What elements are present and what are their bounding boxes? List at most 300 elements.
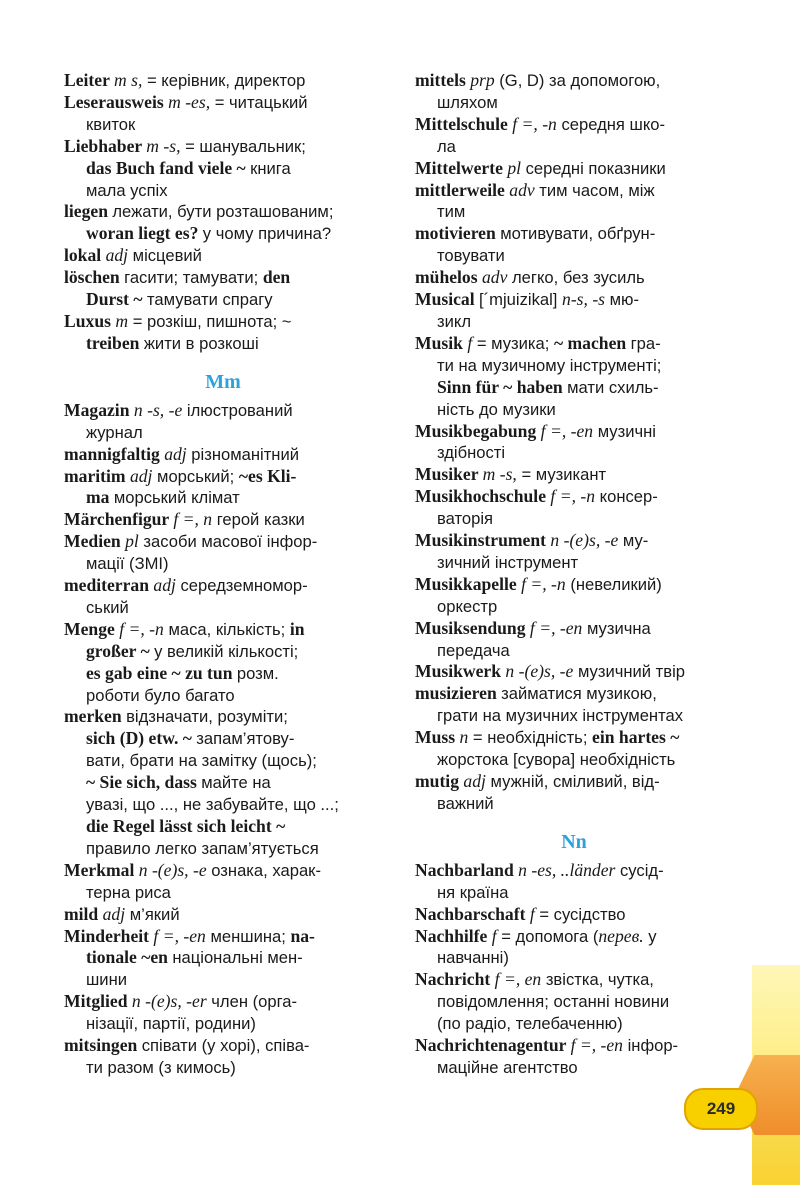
entry-continuation-line <box>64 487 382 509</box>
entry-translation: = музика; <box>472 333 554 353</box>
entry-continuation-line <box>64 1013 382 1035</box>
entry-grammar: f =, n <box>173 509 213 530</box>
entry-translation: музична <box>582 618 651 638</box>
entry-grammar: f =, en <box>494 969 542 990</box>
entry-headword: Musikhochschule <box>415 486 551 507</box>
entry-continuation-line <box>64 728 382 750</box>
entry-headword: ~ machen <box>553 332 631 353</box>
dictionary-entry <box>415 289 733 333</box>
entry-translation: жорстока [сувора] необхідність <box>437 750 676 770</box>
entry-grammar: pl <box>125 531 139 552</box>
entry-translation: гасити; тамувати; <box>124 268 263 288</box>
entry-headword: woran liegt es? <box>86 223 203 244</box>
entry-headword: Märchenfigur <box>64 509 174 530</box>
entry-line <box>64 92 382 114</box>
entry-translation: музичні <box>593 421 656 441</box>
entry-line <box>415 530 733 552</box>
entry-translation: мати схиль- <box>567 377 659 397</box>
entry-translation: ський <box>86 597 129 617</box>
entry-line <box>64 245 382 267</box>
entry-translation: = розкіш, пишнота; ~ <box>128 311 292 331</box>
entry-continuation-line <box>64 333 382 355</box>
dictionary-entry <box>415 333 733 421</box>
entry-headword: Mittelwerte <box>415 157 508 178</box>
entry-grammar: m -es, <box>168 91 211 112</box>
entry-grammar: f =, -n <box>119 618 164 639</box>
dictionary-entry <box>64 860 382 904</box>
entry-continuation-line <box>415 311 733 333</box>
dictionary-entry <box>415 574 733 618</box>
entry-headword: motivieren <box>415 223 501 244</box>
dictionary-entry <box>64 619 382 707</box>
entry-grammar: adj <box>164 443 187 464</box>
entry-headword: Minderheit <box>64 925 154 946</box>
section-heading: Nn <box>561 830 587 853</box>
entry-line <box>64 311 382 333</box>
entry-line <box>415 904 733 926</box>
entry-continuation-line <box>64 882 382 904</box>
dictionary-entry <box>415 860 733 904</box>
entry-headword: ~es Kli- <box>238 465 297 486</box>
entry-headword: mild <box>64 903 103 924</box>
entry-translation: середні показники <box>521 158 666 178</box>
entry-headword: Musical <box>415 289 480 310</box>
entry-translation: ти разом (з кимось) <box>86 1057 236 1077</box>
entry-grammar: adj <box>153 575 176 596</box>
entry-line <box>64 400 382 422</box>
entry-grammar: pl <box>507 157 521 178</box>
entry-headword: Durst ~ <box>86 289 147 310</box>
entry-continuation-line <box>415 136 733 158</box>
entry-headword: Nachricht <box>415 969 495 990</box>
entry-translation: зичний інструмент <box>437 552 579 572</box>
entry-grammar: m <box>115 310 129 331</box>
entry-continuation-line <box>415 399 733 421</box>
entry-headword: Mittelschule <box>415 113 513 134</box>
dictionary-entry <box>64 400 382 444</box>
entry-translation: грати на музичних інструментах <box>437 706 684 726</box>
dictionary-entry <box>415 486 733 530</box>
entry-grammar: n -es, ..länder <box>518 859 616 880</box>
entry-translation: шини <box>86 970 128 990</box>
entry-grammar: f =, -n <box>512 113 557 134</box>
entry-translation: місцевий <box>128 246 202 266</box>
entry-headword: tionale ~en <box>86 947 173 968</box>
entry-continuation-line <box>64 750 382 772</box>
entry-grammar: adv <box>481 267 508 288</box>
entry-continuation-line <box>415 882 733 904</box>
entry-continuation-line <box>64 1057 382 1079</box>
entry-headword: mittlerweile <box>415 179 510 200</box>
dictionary-entry <box>415 926 733 970</box>
entry-headword: mutig <box>415 771 464 791</box>
entry-headword: Luxus <box>64 310 116 331</box>
entry-translation: = сусідство <box>534 904 626 924</box>
dictionary-entry <box>415 683 733 727</box>
entry-line <box>415 618 733 640</box>
entry-translation: ність до музики <box>437 399 556 419</box>
entry-headword: Musiker <box>415 464 483 485</box>
entry-line <box>64 1035 382 1057</box>
entry-translation: мала успіх <box>86 180 168 200</box>
entry-translation: шляхом <box>437 92 498 112</box>
entry-translation: жити в розкоші <box>143 333 259 353</box>
entry-translation: мації (ЗМІ) <box>86 554 169 574</box>
entry-translation: = допомога ( <box>496 926 599 946</box>
entry-grammar: n -s, -e <box>133 399 183 420</box>
entry-headword: liegen <box>64 201 113 222</box>
entry-grammar: f <box>467 332 473 353</box>
entry-translation: правило легко запам’ятується <box>86 838 319 858</box>
entry-headword: maritim <box>64 465 130 486</box>
entry-grammar: adj <box>105 245 129 266</box>
entry-translation: лежати, бути розташованим; <box>112 202 334 222</box>
entry-headword: sich (D) etw. ~ <box>86 728 197 749</box>
entry-headword: Nachrichtenagentur <box>415 1035 571 1056</box>
dictionary-entry <box>64 575 382 619</box>
entry-translation: меншина; <box>205 926 291 946</box>
entry-translation: герой казки <box>212 510 305 530</box>
entry-translation: маса, кількість; <box>163 619 290 639</box>
entry-translation: (невеликий) <box>565 574 662 594</box>
entry-continuation-line <box>415 749 733 771</box>
entry-grammar: f =, -n <box>550 486 596 507</box>
dictionary-entry <box>64 466 382 510</box>
entry-grammar: f =, -en <box>570 1035 623 1056</box>
entry-headword: Merkmal <box>64 859 139 880</box>
entry-translation: журнал <box>86 422 143 442</box>
entry-translation: = читацький <box>210 92 308 112</box>
entry-continuation-line <box>415 442 733 464</box>
entry-translation: (G, D) за допомогою, <box>494 71 661 90</box>
entry-headword: großer ~ <box>86 640 155 661</box>
dictionary-entry <box>415 114 733 158</box>
entry-continuation-line <box>64 114 382 136</box>
entry-headword: mannigfaltig <box>64 443 165 464</box>
entry-translation: тим <box>437 202 466 222</box>
dictionary-entry <box>415 223 733 267</box>
entry-line <box>64 619 382 641</box>
dictionary-entry <box>64 201 382 245</box>
entry-line <box>64 575 382 597</box>
entry-grammar: n -(e)s, -e <box>550 530 619 551</box>
entry-translation: увазі, що ..., не забувайте, що ...; <box>86 795 339 815</box>
entry-continuation-line <box>415 596 733 618</box>
entry-continuation-line <box>415 377 733 399</box>
entry-headword: Nachbarschaft <box>415 903 530 924</box>
entry-line <box>415 727 733 749</box>
entry-grammar: m -s, <box>146 135 181 156</box>
entry-continuation-line <box>415 355 733 377</box>
entry-line <box>415 683 733 705</box>
entry-line <box>64 991 382 1013</box>
entry-line <box>415 771 733 793</box>
entry-translation: оркестр <box>437 596 498 616</box>
dictionary-column-right <box>415 70 733 1079</box>
entry-grammar: f <box>491 925 497 946</box>
entry-translation: мю- <box>605 290 640 310</box>
entry-continuation-line <box>415 1057 733 1079</box>
entry-headword: na- <box>290 925 315 946</box>
entry-line <box>64 444 382 466</box>
entry-translation: = керівник, директор <box>142 71 306 90</box>
entry-line <box>415 661 733 683</box>
entry-headword: Sinn für ~ haben <box>437 376 568 397</box>
entry-translation: морський клімат <box>113 488 240 508</box>
entry-continuation-line <box>64 223 382 245</box>
dictionary-entry <box>415 727 733 771</box>
entry-line <box>64 904 382 926</box>
entry-translation: у чому причина? <box>202 224 332 244</box>
entry-headword: in <box>289 618 305 639</box>
entry-translation: му- <box>618 531 649 551</box>
entry-translation: ілюстрований <box>182 400 293 420</box>
entry-translation: (по радіо, телебаченню) <box>437 1014 623 1034</box>
entry-headword: Medien <box>64 531 126 552</box>
entry-grammar: n -(e)s, -e <box>138 859 207 880</box>
entry-line <box>415 180 733 202</box>
entry-continuation-line <box>415 92 733 114</box>
entry-translation: тамувати спрагу <box>146 290 273 310</box>
entry-continuation-line <box>64 597 382 619</box>
entry-translation: морський; <box>152 466 239 486</box>
entry-translation: роботи було багато <box>86 685 235 705</box>
dictionary-entry <box>64 444 382 466</box>
entry-translation: майте на <box>201 773 271 793</box>
dictionary-entry <box>64 245 382 267</box>
entry-line <box>64 531 382 553</box>
entry-headword: die Regel lässt sich leicht ~ <box>86 816 286 836</box>
dictionary-entry <box>415 618 733 662</box>
entry-grammar: перев. <box>598 925 644 946</box>
entry-translation: мужній, сміливий, від- <box>485 772 660 791</box>
entry-grammar: n <box>459 727 469 748</box>
entry-translation: національні мен- <box>172 948 303 968</box>
dictionary-entry <box>64 926 382 992</box>
entry-translation: консер- <box>595 487 658 507</box>
dictionary-entry <box>64 706 382 859</box>
entry-grammar: adj <box>129 465 153 486</box>
entry-line <box>415 158 733 180</box>
entry-translation: ла <box>437 136 456 156</box>
entry-headword: mediterran <box>64 575 154 596</box>
entry-headword: mühelos <box>415 267 482 288</box>
entry-continuation-line <box>64 289 382 311</box>
entry-headword: Mitglied <box>64 991 132 1012</box>
entry-headword: Musikbegabung <box>415 420 541 441</box>
entry-translation: розм. <box>236 663 279 683</box>
entry-headword: musizieren <box>415 683 502 704</box>
entry-headword: Musikkapelle <box>415 573 522 594</box>
entry-continuation-line <box>415 1013 733 1035</box>
page-number-badge: 249 <box>684 1088 758 1130</box>
dictionary-entry <box>64 531 382 575</box>
entry-line <box>415 333 733 355</box>
entry-headword: Musiksendung <box>415 617 530 638</box>
entry-continuation-line <box>415 947 733 969</box>
entry-translation: середня шко- <box>556 114 666 134</box>
dictionary-entry <box>64 136 382 202</box>
entry-continuation-line <box>64 794 382 816</box>
dictionary-entry <box>64 904 382 926</box>
entry-headword: Nachhilfe <box>415 925 492 946</box>
entry-headword: mittels <box>415 70 471 90</box>
dictionary-entry <box>64 92 382 136</box>
entry-headword: das Buch fand viele ~ <box>86 157 251 178</box>
entry-translation: маційне агентство <box>437 1057 578 1077</box>
entry-headword: lokal <box>64 245 106 266</box>
entry-translation: навчанні) <box>437 948 509 968</box>
entry-translation: звістка, чутка, <box>541 970 654 990</box>
entry-translation: відзначати, розуміти; <box>126 707 288 727</box>
dictionary-entry <box>64 509 382 531</box>
entry-grammar: prp <box>470 70 495 90</box>
entry-grammar: f =, -en <box>540 420 594 441</box>
dictionary-entry <box>64 1035 382 1079</box>
entry-line <box>415 223 733 245</box>
entry-translation: легко, без зусиль <box>507 268 645 288</box>
entry-line <box>415 926 733 948</box>
entry-translation: інфор- <box>622 1036 679 1056</box>
entry-continuation-line <box>415 245 733 267</box>
entry-translation: книга <box>250 158 291 178</box>
entry-translation: зикл <box>437 311 472 331</box>
entry-line <box>415 289 733 311</box>
entry-translation: ти на музичному інструменті; <box>437 355 662 375</box>
entry-line <box>64 70 382 92</box>
entry-translation: [´mjuizikal] <box>479 290 563 310</box>
dictionary-entry <box>415 421 733 465</box>
dictionary-entry <box>64 267 382 311</box>
entry-continuation-line <box>415 793 733 815</box>
entry-headword: Muss <box>415 727 460 748</box>
entry-translation: здібності <box>437 443 506 463</box>
entry-continuation-line <box>64 158 382 180</box>
entry-grammar: n -(e)s, -er <box>131 991 207 1012</box>
entry-continuation-line <box>64 838 382 860</box>
dictionary-column-left <box>64 70 382 1079</box>
entry-headword: Menge <box>64 618 120 639</box>
entry-continuation-line <box>64 422 382 444</box>
dictionary-entry <box>415 464 733 486</box>
dictionary-entry <box>415 267 733 289</box>
entry-continuation-line <box>415 705 733 727</box>
entry-continuation-line <box>415 991 733 1013</box>
entry-continuation-line <box>64 180 382 202</box>
entry-translation: музичний твір <box>573 662 685 682</box>
dictionary-entry <box>415 180 733 224</box>
entry-translation: квиток <box>86 114 136 134</box>
entry-continuation-line <box>64 685 382 707</box>
entry-headword: Musik <box>415 332 468 353</box>
entry-translation: повідомлення; останні новини <box>437 992 670 1012</box>
entry-continuation-line <box>64 641 382 663</box>
entry-continuation-line <box>415 508 733 530</box>
entry-translation: засоби масової інфор- <box>138 532 318 552</box>
entry-line <box>415 421 733 443</box>
entry-continuation-line <box>64 772 382 794</box>
entry-translation: ня країна <box>437 882 509 902</box>
entry-headword: ~ Sie sich, dass <box>86 772 202 793</box>
entry-continuation-line <box>64 553 382 575</box>
entry-translation: ознака, харак- <box>206 860 321 880</box>
dictionary-entry <box>415 904 733 926</box>
entry-line <box>64 136 382 158</box>
entry-line <box>64 860 382 882</box>
dictionary-entry <box>415 530 733 574</box>
entry-line <box>64 466 382 488</box>
entry-translation: сусід- <box>615 860 664 880</box>
dictionary-entry <box>415 771 733 815</box>
entry-line <box>64 201 382 223</box>
entry-translation: член (орга- <box>206 992 298 1012</box>
entry-line <box>415 860 733 882</box>
entry-headword: den <box>262 267 291 288</box>
entry-translation: передача <box>437 640 510 660</box>
entry-translation: різноманітний <box>186 444 300 464</box>
entry-continuation-line <box>64 816 382 838</box>
dictionary-entry <box>415 70 733 114</box>
entry-grammar: f <box>529 903 535 924</box>
dictionary-entry <box>64 311 382 355</box>
entry-grammar: adv <box>509 179 535 200</box>
entry-translation: займатися музикою, <box>501 684 657 704</box>
dictionary-entry <box>415 1035 733 1079</box>
entry-continuation-line <box>64 663 382 685</box>
entry-translation: ваторія <box>437 509 494 529</box>
entry-line <box>415 464 733 486</box>
entry-headword: Leiter <box>64 70 114 90</box>
entry-headword: Nachbarland <box>415 859 519 880</box>
entry-translation: тим часом, між <box>534 180 655 200</box>
entry-headword: ma <box>86 487 114 508</box>
entry-grammar: adj <box>102 903 126 924</box>
dictionary-entry <box>64 70 382 92</box>
entry-continuation-line <box>64 969 382 991</box>
dictionary-entry <box>64 991 382 1035</box>
entry-translation: запам’ятову- <box>196 729 295 749</box>
entry-headword: merken <box>64 706 127 727</box>
entry-line <box>415 574 733 596</box>
entry-line <box>415 114 733 136</box>
entry-grammar: f =, -en <box>529 617 583 638</box>
entry-headword: ein hartes ~ <box>592 727 680 748</box>
entry-line <box>415 486 733 508</box>
entry-grammar: f =, -n <box>521 573 566 594</box>
entry-translation: мотивувати, обґрун- <box>500 224 656 244</box>
entry-line <box>415 1035 733 1057</box>
entry-headword: löschen <box>64 267 125 288</box>
entry-translation: гра- <box>630 333 661 353</box>
entry-grammar: f =, -en <box>153 925 206 946</box>
entry-translation: товувати <box>437 246 505 266</box>
entry-translation: = необхідність; <box>468 728 593 748</box>
entry-headword: mitsingen <box>64 1035 142 1056</box>
entry-continuation-line <box>415 201 733 223</box>
dictionary-entry <box>415 969 733 1035</box>
dictionary-entry <box>415 158 733 180</box>
entry-headword: Magazin <box>64 399 134 420</box>
section-heading: Mm <box>205 370 241 393</box>
entry-grammar: m s, <box>114 70 143 90</box>
entry-continuation-line <box>415 552 733 574</box>
entry-line <box>415 70 733 92</box>
entry-grammar: n -(e)s, -e <box>505 661 574 682</box>
entry-headword: Musikinstrument <box>415 530 551 551</box>
entry-translation: = шанувальник; <box>180 136 306 156</box>
entry-translation: вати, брати на замітку (щось); <box>86 751 317 771</box>
entry-line <box>64 706 382 728</box>
